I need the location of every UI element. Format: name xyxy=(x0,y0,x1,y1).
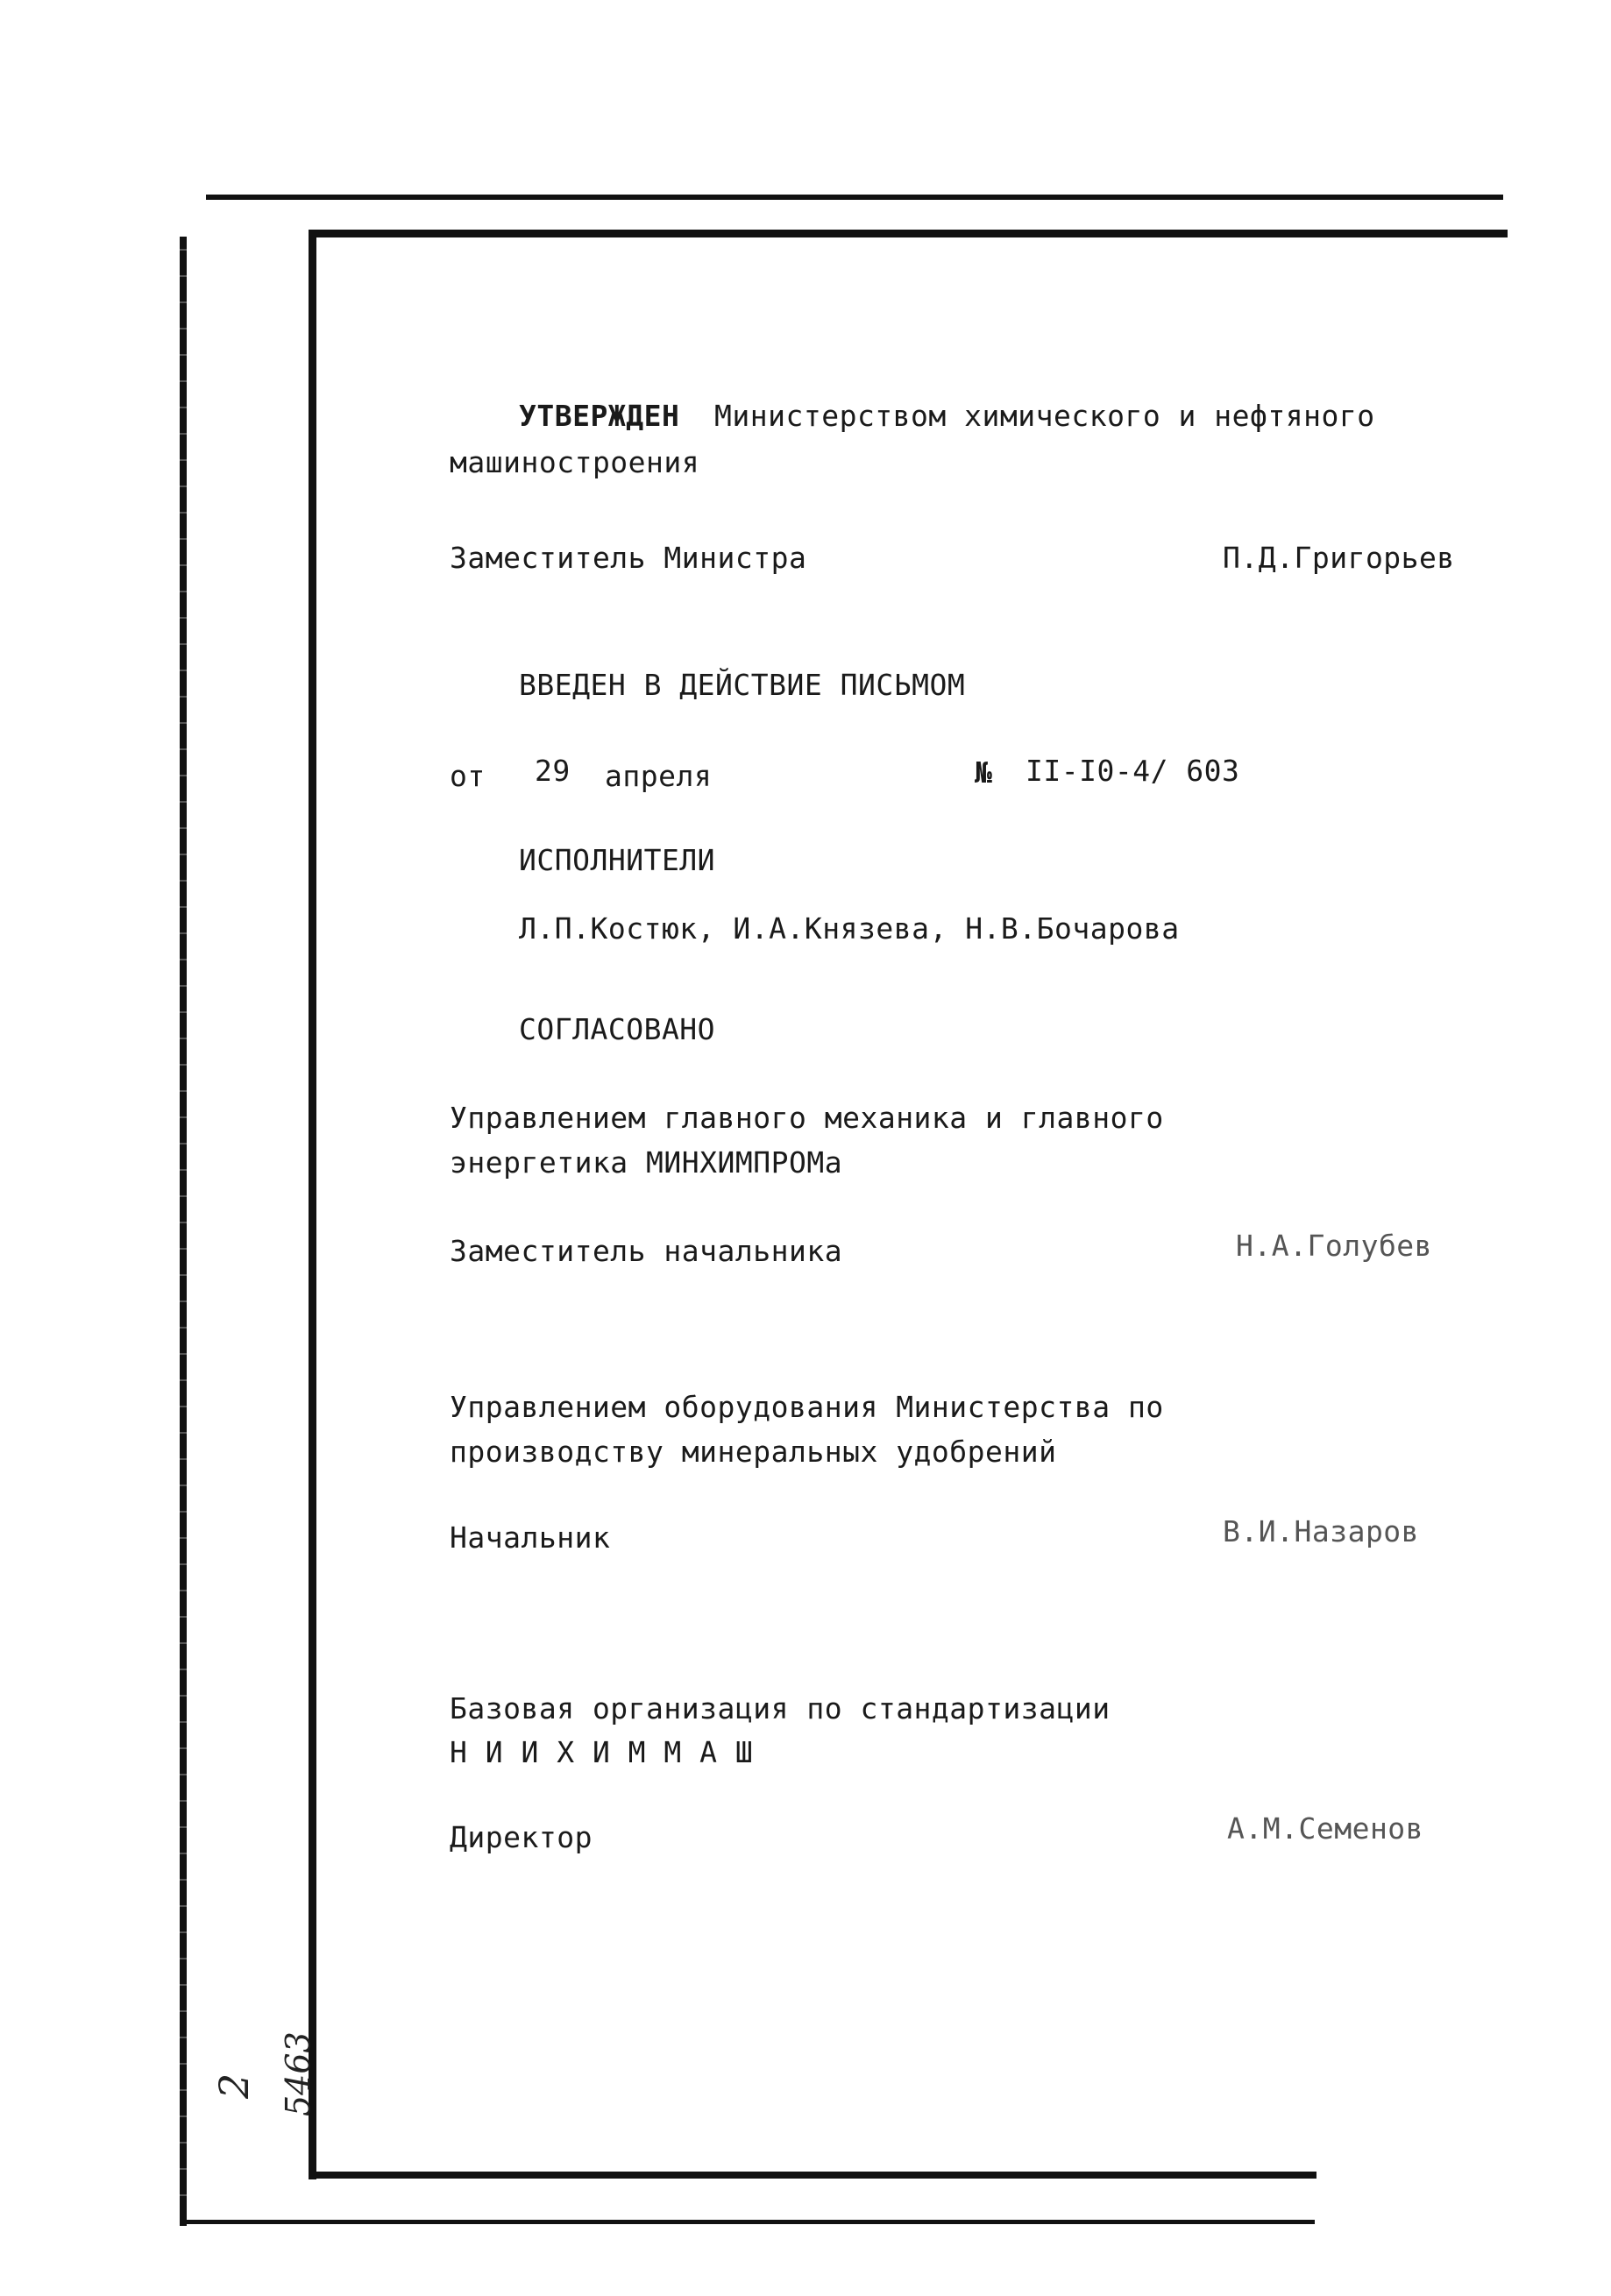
enacted-number-label: № xyxy=(975,755,993,790)
block2-line2: производству минеральных удобрений xyxy=(450,1435,1057,1469)
enacted-heading: ВВЕДЕН В ДЕЙСТВИЕ ПИСЬМОМ xyxy=(519,668,966,702)
frame-bottom-outer-line xyxy=(180,2220,1315,2224)
block1-name: Н.А.Голубев xyxy=(1236,1229,1433,1263)
block3-line1: Базовая организация по стандартизации xyxy=(450,1691,1111,1726)
block2-line1: Управлением оборудования Министерства по xyxy=(450,1390,1164,1424)
frame-top-outer-line xyxy=(206,195,1503,200)
frame-left-outer-line xyxy=(180,237,187,2226)
frame-bottom-inner-line xyxy=(309,2172,1316,2179)
margin-code: 5463 xyxy=(279,2031,317,2116)
block1-position: Заместитель начальника xyxy=(450,1234,843,1268)
frame-left-inner-line xyxy=(309,230,316,2179)
approved-lead: УТВЕРЖДЕН xyxy=(519,399,680,433)
enacted-number: II-I0-4/ 603 xyxy=(1026,754,1240,788)
block1-line1: Управлением главного механика и главного xyxy=(450,1101,1164,1135)
agreed-heading: СОГЛАСОВАНО xyxy=(519,1012,716,1046)
enacted-from-label: от xyxy=(450,759,486,793)
approved-position: Заместитель Министра xyxy=(450,541,807,575)
block3-name: А.М.Семенов xyxy=(1227,1811,1424,1846)
executors-names: Л.П.Костюк, И.А.Князева, Н.В.Бочарова xyxy=(519,911,1180,946)
block2-position: Начальник xyxy=(450,1520,611,1555)
block2-name: В.И.Назаров xyxy=(1223,1514,1420,1548)
approved-name: П.Д.Григорьев xyxy=(1223,541,1455,575)
margin-page-number: 2 xyxy=(210,2073,258,2099)
block3-line2: Н И И Х И М М А Ш xyxy=(450,1735,754,1769)
block1-line2: энергетика МИНХИМПРОМа xyxy=(450,1145,843,1180)
enacted-month: апреля xyxy=(605,759,713,793)
enacted-day: 29 xyxy=(535,754,571,788)
approved-line2: машиностроения xyxy=(450,445,700,479)
frame-top-inner-line xyxy=(311,230,1508,237)
block3-position: Директор xyxy=(450,1820,593,1854)
approved-line1: Министерством химического и нефтяного xyxy=(714,399,1375,433)
executors-heading: ИСПОЛНИТЕЛИ xyxy=(519,843,716,877)
